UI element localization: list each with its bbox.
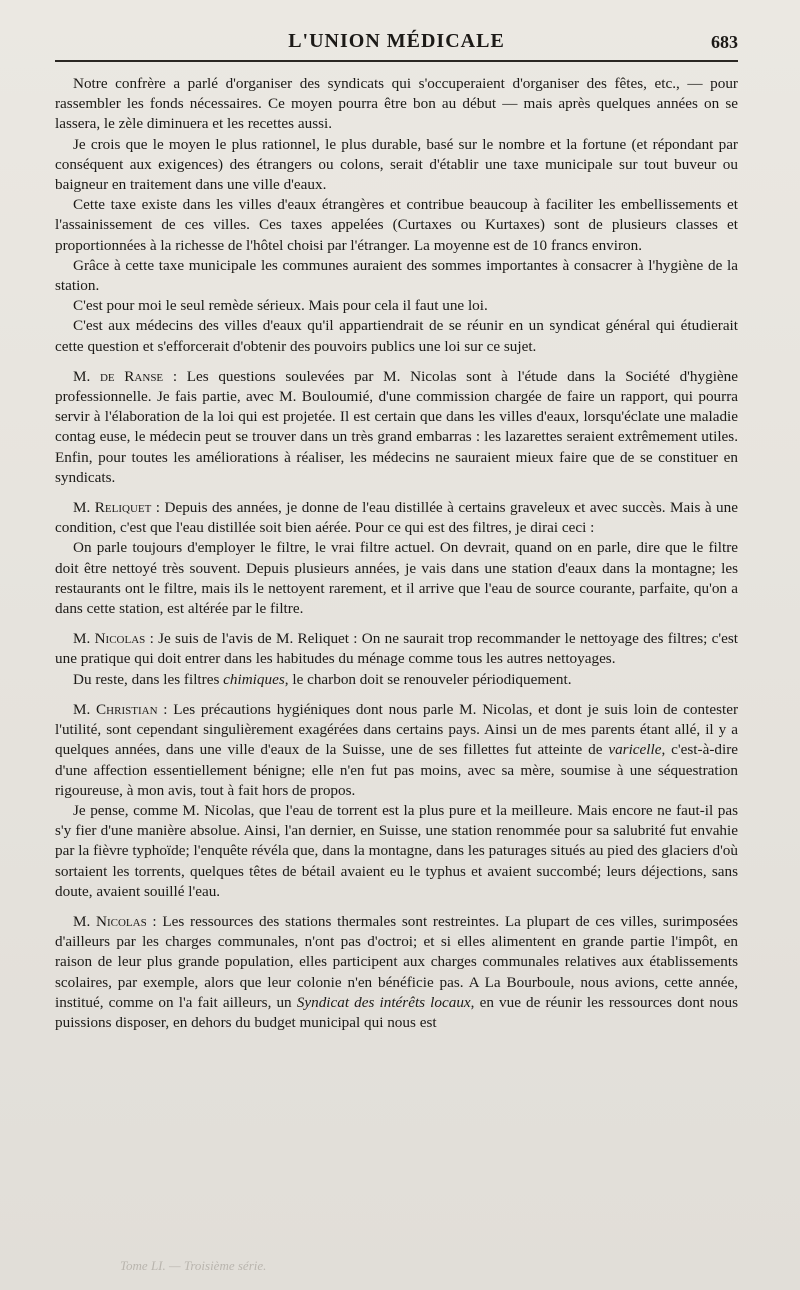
speaker-name: M. Christian : bbox=[73, 700, 168, 718]
paragraph: C'est pour moi le seul remède sérieux. Mais pour cela il faut une loi. bbox=[73, 297, 488, 315]
speaker-name: M. Nicolas : bbox=[73, 630, 154, 648]
header-rule bbox=[55, 60, 738, 62]
paragraph: Je pense, comme M. Nicolas, que l'eau de torrent est la plus pure et la meilleure. Mais encore ne faut-il pas s'y fier d'une manière absolue. Ainsi, l'an dernier, en Suisse, une station renommée pour sa salubrité fut envahie par la fièvre typhoïde; l'enquête révéla que, dans la montagne, dans les paturages situés au pied des glaciers d'où sortaient les torrents, quelques têtes de bétail avaient eu le typhus et avaient succombé; leurs déjections, sans doute, avaient souillé l'eau. bbox=[55, 801, 738, 900]
paragraph: Grâce à cette taxe municipale les communes auraient des sommes importantes à consacrer à l'hygiène de la station. bbox=[55, 256, 738, 295]
speech-paragraph: M. Nicolas : Je suis de l'avis de M. Reliquet : On ne saurait trop recommander le nettoyage des filtres; c'est une pratique qui doit entrer dans les habitudes du ménage comme tous les autres nettoyages. bbox=[55, 630, 739, 668]
speaker-name: M. de Ranse : bbox=[73, 367, 178, 385]
paragraph: Notre confrère a parlé d'organiser des syndicats qui s'occuperaient d'organiser des fêtes, etc., — pour rassembler les fonds nécessaires. Ce moyen pourra être bon au début — mais après quelques années on se lassera, le zèle diminuera et les recettes aussi. bbox=[55, 75, 738, 133]
journal-title: L'UNION MÉDICALE bbox=[288, 30, 505, 52]
paragraph: Du reste, dans les filtres chimiques, le charbon doit se renouveler périodiquement. bbox=[73, 670, 572, 688]
speech-paragraph: M. Reliquet : Depuis des années, je donne de l'eau distillée à certains graveleux et avec succès. Mais à une condition, c'est que l'eau distillée soit bien aérée. Pour ce qui est des filtres, je dirai ceci : bbox=[55, 499, 738, 537]
speech-paragraph: M. Nicolas : Les ressources des stations thermales sont restreintes. La plupart de ces villes, surimposées d'ailleurs par les charges communales, n'ont pas d'octroi; et si elles alimentent en grande partie l'impôt, en raison de leur plus grande population, elles participent aux charges communales relatives aux établissements scolaires, par exemple, alors que leur colonie n'en bénéficie pas. A La Bourboule, nous avions, cette année, institué, comme on l'a fait ailleurs, un Syndicat des intérêts locaux, en vue de réunir les ressources dont nous puissions disposer, en dehors du budget municipal qui nous est bbox=[55, 912, 739, 1031]
page-header bbox=[55, 30, 738, 56]
paragraph: Cette taxe existe dans les villes d'eaux étrangères et contribue beaucoup à faciliter les embellissements et l'assainissement de ces villes. Ces taxes appelées (Curtaxes ou Kurtaxes) sont de plusieurs classes et proportionnées à la richesse de l'hôtel choisi par l'étranger. La moyenne est de 10 francs environ. bbox=[55, 196, 738, 254]
speech-paragraph: M. de Ranse : Les questions soulevées par M. Nicolas sont à l'étude dans la Société d'hygiène professionnelle. Je fais partie, avec M. Bouloumié, d'une commission chargée de faire un rapport, qui pourra servir à l'élaboration de la loi qui est projetée. Il est certain que dans les villes d'eaux, lorsqu'éclate une maladie contag euse, le médecin peut se trouver dans un très grand embarras : les lazarettes seraient extrêmement utiles. Enfin, pour toutes les améliorations à réaliser, les médecins ne sauraient mieux faire que de se constituer en syndicats. bbox=[55, 367, 738, 486]
paragraph: C'est aux médecins des villes d'eaux qu'il appartiendrait de se réunir en un syndicat général qui étudierait cette question et s'efforcerait d'obtenir des pouvoirs publics une loi sur ce sujet. bbox=[55, 317, 738, 355]
speaker-name: M. Reliquet : bbox=[73, 499, 161, 517]
speaker-name: M. Nicolas : bbox=[73, 912, 157, 930]
body-text bbox=[55, 74, 738, 1033]
faint-footer: Tome LI. — Troisième série. bbox=[120, 1258, 267, 1273]
paragraph: On parle toujours d'employer le filtre, le vrai filtre actuel. On devrait, quand on en parle, dire que le filtre doit être nettoyé très souvent. Depuis plusieurs années, je vais dans une station d'eaux dans la montagne; les restaurants ont le filtre, mais ils le nettoyent rarement, et il arrive que l'eau de source courante, parfaite, qu'on a dans cette station, est altérée par le filtre. bbox=[55, 539, 738, 618]
page-number: 683 bbox=[711, 32, 738, 52]
speech-paragraph: M. Christian : Les précautions hygiéniques dont nous parle M. Nicolas, et dont je suis loin de contester l'utilité, sont cependant singulièrement exagérées dans certains pays. Ainsi un de mes parents étant allé, il y a quelques années, dans une ville d'eaux de la Suisse, une de ses fillettes fut atteinte de varicelle, c'est-à-dire d'une affection essentiellement bénigne; elle n'en fut pas moins, avec sa mère, soumise à une séquestration rigoureuse, à mon avis, tout à fait hors de propos. bbox=[55, 700, 739, 799]
paragraph: Je crois que le moyen le plus rationnel, le plus durable, basé sur le nombre et la fortune (et répondant par conséquent aux exigences) des étrangers ou colons, serait d'établir une taxe municipale sur tout buveur ou baigneur en traitement dans une ville d'eaux. bbox=[55, 135, 738, 194]
